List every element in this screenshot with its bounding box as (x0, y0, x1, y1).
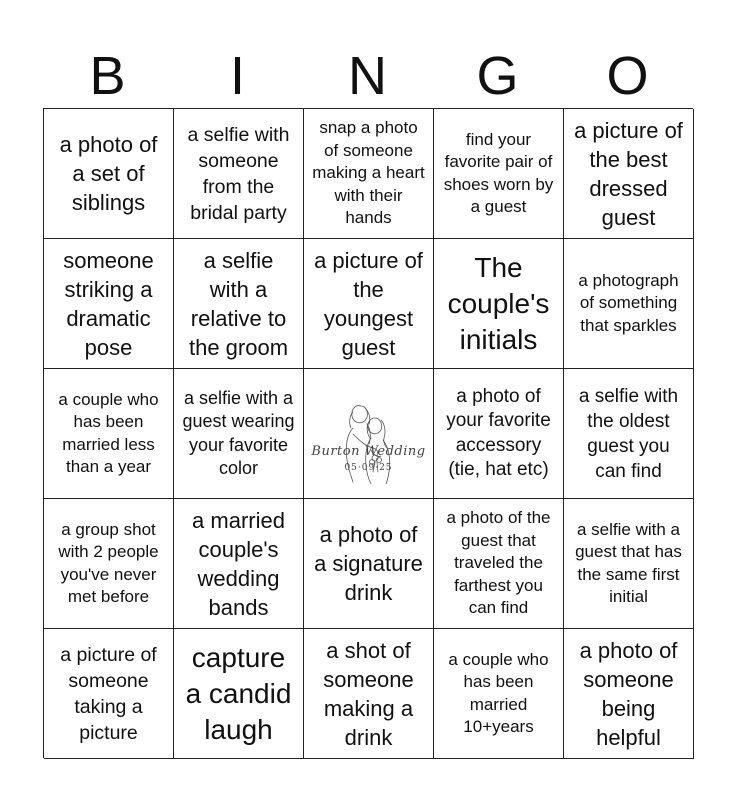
cell-text: a married couple's wedding bands (192, 507, 285, 620)
bingo-cell-5-5[interactable] (564, 629, 694, 759)
cell-text: snap a photo of someone making a heart with their hands (312, 118, 425, 228)
cell-text: a selfie with a relative to the groom (188, 247, 289, 360)
bingo-cell-2-1[interactable] (44, 239, 174, 369)
cell-text: a selfie with someone from the bridal party (187, 123, 290, 224)
bingo-cell-4-1[interactable] (44, 499, 174, 629)
bingo-cell-1-2[interactable] (174, 109, 304, 239)
free-space-date: 05·09·25 (344, 463, 393, 473)
bingo-cell-2-2[interactable] (174, 239, 304, 369)
cell-text: a photograph of something that sparkles (578, 270, 679, 335)
bingo-cell-4-4[interactable] (434, 499, 564, 629)
cell-text: someone striking a dramatic pose (63, 247, 154, 360)
cell-text: a couple who has been married less than a year (58, 389, 159, 476)
bingo-grid (43, 108, 693, 758)
cell-text: a photo of your favorite accessory (tie, hat etc) (446, 385, 551, 480)
bingo-cell-3-1[interactable] (44, 369, 174, 499)
free-space-cell[interactable] (304, 369, 434, 499)
cell-text: a photo of a set of siblings (59, 132, 158, 215)
cell-text: a selfie with a guest that has the same first initial (575, 519, 682, 606)
bingo-cell-2-4[interactable] (434, 239, 564, 369)
bingo-cell-1-1[interactable] (44, 109, 174, 239)
cell-text: a picture of someone taking a picture (60, 643, 157, 744)
bingo-cell-1-3[interactable] (304, 109, 434, 239)
cell-text: a photo of the guest that traveled the farthest you can find (446, 508, 551, 618)
cell-text: a picture of the best dressed guest (574, 117, 683, 230)
bingo-cell-4-5[interactable] (564, 499, 694, 629)
cell-text: a photo of a signature drink (314, 522, 423, 605)
bingo-cell-1-4[interactable] (434, 109, 564, 239)
cell-text: a shot of someone making a drink (323, 637, 414, 750)
bingo-cell-5-1[interactable] (44, 629, 174, 759)
cell-text: a couple who has been married 10+years (448, 649, 549, 736)
bingo-cell-3-5[interactable] (564, 369, 694, 499)
bingo-cell-5-4[interactable] (434, 629, 564, 759)
cell-text: a photo of someone being helpful (579, 637, 678, 750)
bingo-cell-5-3[interactable] (304, 629, 434, 759)
header-letter-i: I (229, 46, 246, 106)
bingo-cell-4-2[interactable] (174, 499, 304, 629)
cell-text: capture a candid laugh (185, 641, 292, 745)
cell-text: find your favorite pair of shoes worn by a guest (443, 129, 554, 216)
bingo-header (43, 44, 693, 108)
bingo-cell-1-5[interactable] (564, 109, 694, 239)
bingo-cell-3-4[interactable] (434, 369, 564, 499)
free-space-title: Burton Wedding (311, 444, 426, 459)
bingo-cell-2-5[interactable] (564, 239, 694, 369)
cell-text: a selfie with a guest wearing your favorite color (182, 387, 295, 478)
header-letter-b: B (89, 46, 127, 106)
bingo-cell-3-2[interactable] (174, 369, 304, 499)
bingo-cell-2-3[interactable] (304, 239, 434, 369)
bingo-cell-4-3[interactable] (304, 499, 434, 629)
cell-text: The couple's initials (447, 251, 550, 355)
cell-text: a selfie with the oldest guest you can find (578, 385, 679, 482)
cell-text: a group shot with 2 people you've never met before (58, 519, 159, 606)
cell-text: a picture of the youngest guest (314, 247, 423, 360)
header-letter-o: O (606, 46, 650, 106)
header-letter-n: N (348, 46, 388, 106)
bingo-cell-5-2[interactable] (174, 629, 304, 759)
header-letter-g: G (476, 46, 520, 106)
